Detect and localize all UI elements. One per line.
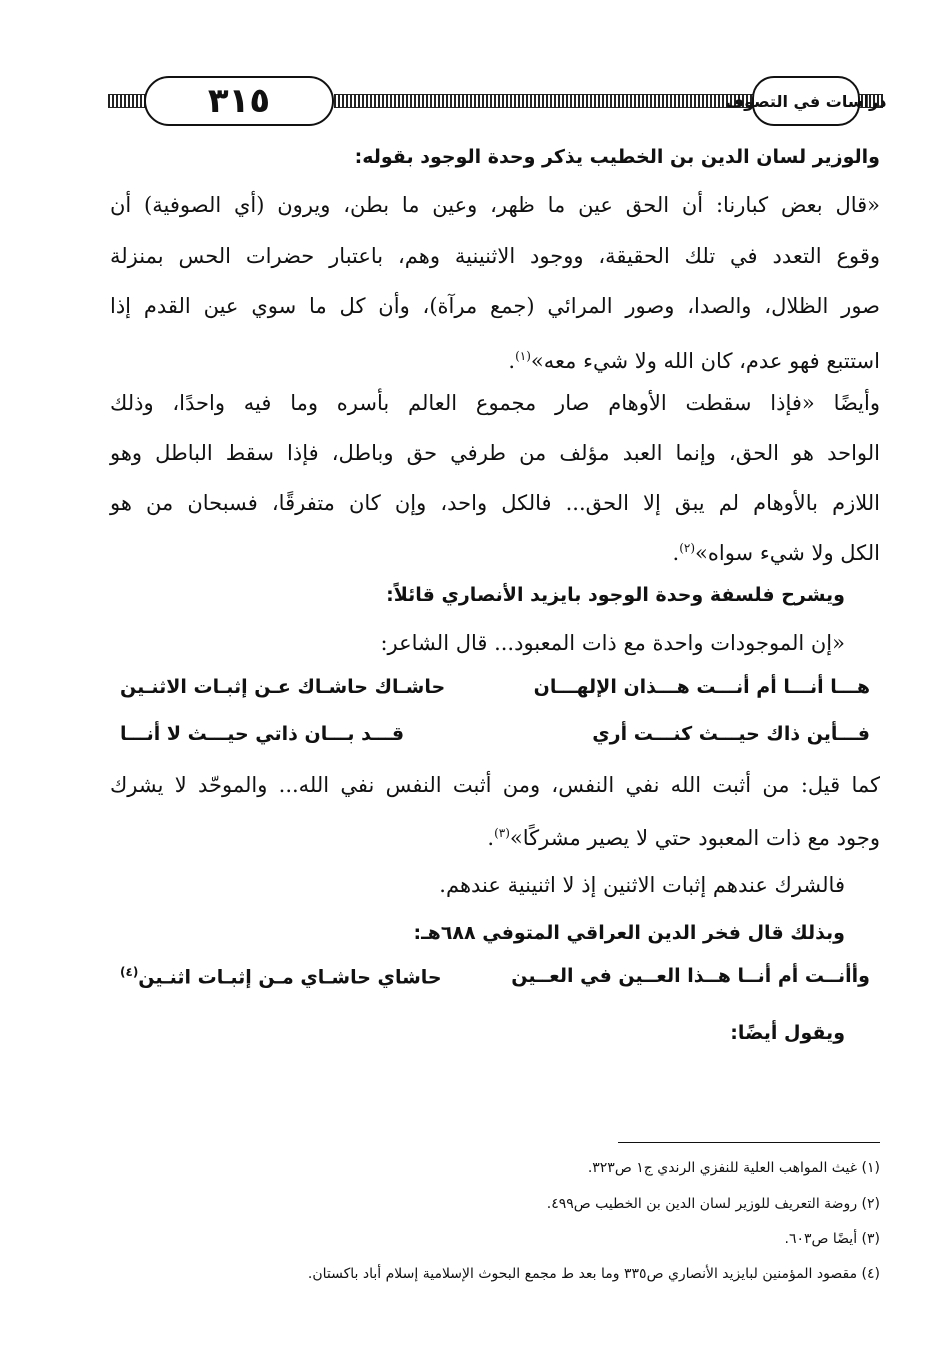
header-ornament-middle bbox=[334, 94, 754, 108]
body-line-9: «إن الموجودات واحدة مع ذات المعبود... قال الشاعر: bbox=[380, 631, 845, 655]
body-line-4 bbox=[508, 341, 880, 376]
paragraph-heading-2: ويشرح فلسفة وحدة الوجود بايزيد الأنصاري قائلاً: bbox=[386, 584, 845, 606]
body-line-1: «قال بعض كبارنا: أن الحق عين ما ظهر، وعين ما بطن، ويرون (أي الصوفية) أن bbox=[110, 193, 880, 217]
body-line-4-text: استتبع فهو عدم، كان الله ولا شيء معه» bbox=[530, 349, 880, 373]
page-header bbox=[108, 70, 887, 130]
body-line-8-text: الكل ولا شيء سواه» bbox=[695, 541, 880, 565]
paragraph-heading-1: والوزير لسان الدين بن الخطيب يذكر وحدة الوجود بقوله: bbox=[354, 146, 880, 168]
body-line-8 bbox=[673, 533, 881, 568]
verse-2-first-hemistich: فـــأين ذاك حيـــث كنـــت أري bbox=[592, 723, 870, 745]
running-title: دراسات في التصوف bbox=[725, 91, 887, 111]
body-line-3: صور الظلال، والصدا، وصور المرائي (جمع مرآة)، وأن كل ما سوي عين القدم إذا bbox=[110, 294, 880, 318]
footnote-2: (٢) روضة التعريف للوزير لسان الدين بن الخطيب ص٤٩٩. bbox=[546, 1196, 880, 1212]
body-line-12: فالشرك عندهم إثبات الاثنين إذ لا اثنينية عندهم. bbox=[439, 873, 845, 897]
body-line-6: الواحد هو الحق، وإنما العبد مؤلف من طرفي حق وباطل، فإذا سقط الباطل وهو bbox=[110, 441, 880, 465]
footnote-ref-1: (١) bbox=[515, 349, 531, 363]
header-ornament-left bbox=[108, 94, 148, 108]
page-number: ٣١٥ bbox=[207, 81, 271, 121]
body-line-11 bbox=[487, 818, 880, 853]
body-line-5: وأيضًا «فإذا سقطت الأوهام صار مجموع العالم بأسره وما فيه واحدًا، وذلك bbox=[110, 391, 880, 415]
paragraph-heading-4: ويقول أيضًا: bbox=[730, 1022, 845, 1044]
running-title-frame bbox=[725, 76, 887, 126]
footnote-ref-4: (٤) bbox=[120, 965, 139, 979]
verse-1-second-hemistich: حاشـاك حاشـاك عـن إثبـات الاثنـين bbox=[120, 676, 446, 698]
body-line-11-text: وجود مع ذات المعبود حتي لا يصير مشركًا» bbox=[509, 826, 880, 850]
verse-1-first-hemistich: هـــا أنـــا أم أنـــت هـــذان الإلهـــان bbox=[533, 676, 870, 698]
footnote-ref-3: (٣) bbox=[494, 826, 510, 840]
verse-3-first-hemistich: وأأنــت أم أنــا هــذا العــين في العــين bbox=[511, 965, 870, 987]
verse-2-second-hemistich: قـــد بـــان ذاتي حيـــث لا أنـــا bbox=[120, 723, 405, 745]
footnote-4: (٤) مقصود المؤمنين لبايزيد الأنصاري ص٣٣٥ وما بعد ط مجمع البحوث الإسلامية إسلام أباد باكستان. bbox=[307, 1266, 880, 1282]
footnote-3: (٣) أيضًا ص٦٠٣. bbox=[784, 1231, 880, 1247]
body-line-10: كما قيل: من أثبت الله نفي النفس، ومن أثبت النفس نفي الله... والموحّد لا يشرك bbox=[110, 773, 880, 797]
body-line-11-end: . bbox=[487, 826, 495, 850]
verse-3-second-hemistich-text: حاشاي حاشـاي مـن إثبـات اثنـين bbox=[138, 966, 442, 989]
paragraph-heading-3: وبذلك قال فخر الدين العراقي المتوفي ٦٨٨هـ: bbox=[413, 922, 845, 944]
footnote-ref-2: (٢) bbox=[679, 541, 696, 555]
verse-3-second-hemistich bbox=[120, 965, 442, 988]
body-line-2: وقوع التعدد في تلك الحقيقة، ووجود الاثنينية وهم، باعتبار حضرات الحس بمنزلة bbox=[110, 244, 880, 268]
body-line-8-end: . bbox=[672, 541, 680, 565]
body-line-4-end: . bbox=[508, 349, 516, 373]
footnote-separator bbox=[618, 1142, 880, 1143]
page-number-frame bbox=[144, 76, 334, 126]
footnote-1: (١) غيث المواهب العلية للنفزي الرندي ج١ ص٣٢٣. bbox=[587, 1160, 880, 1176]
body-line-7: اللازم بالأوهام لم يبق إلا الحق... فالكل واحد، وإن كان متفرقًا، فسبحان من هو bbox=[110, 491, 880, 515]
